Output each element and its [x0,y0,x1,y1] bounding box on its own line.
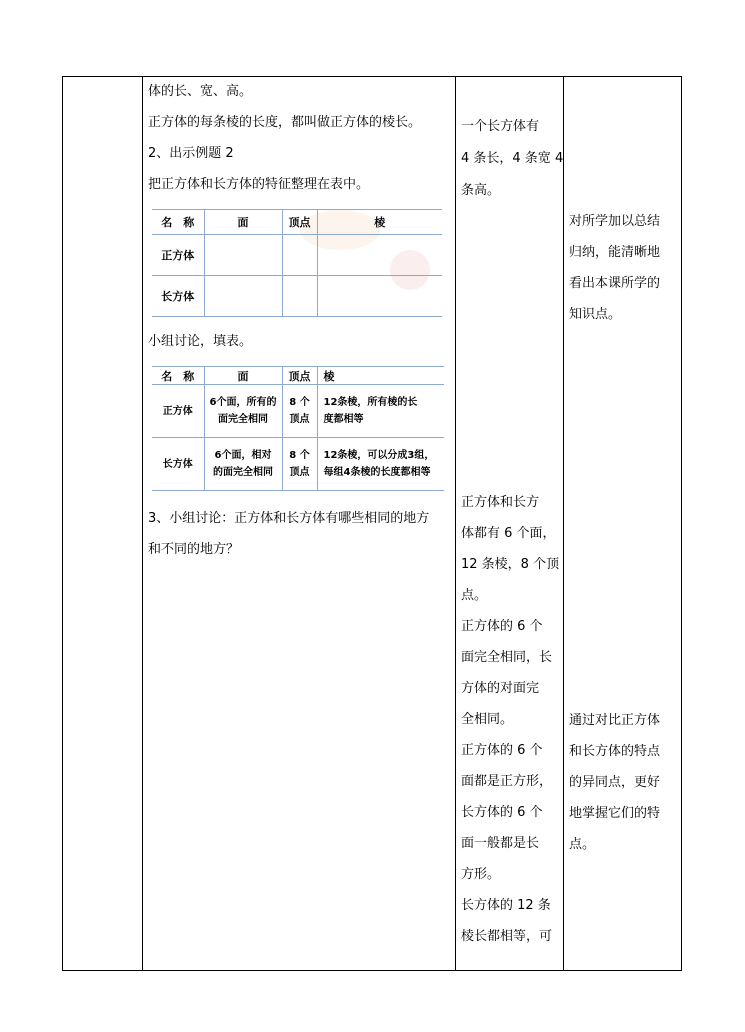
cell-line: 每组4条棱的长度都相等 [323,467,431,478]
student-answer-line: 点。 [461,588,488,603]
discussion-question: 3、小组讨论：正方体和长方体有哪些相同的地方 [148,511,430,526]
design-intent-line: 点。 [569,837,596,852]
text-line: 体的长、宽、高。 [148,84,253,99]
cell-line: 12条棱，所有棱的长 [323,397,418,408]
column-divider-3 [563,76,564,971]
cell-line: 顶点 [289,467,310,478]
blank-cell [317,276,442,317]
student-answer-line: 长方体的 6 个 [461,805,543,820]
student-answer-line: 体都有 6 个面， [461,526,556,541]
face-cell [204,385,282,438]
student-answer-line: 长方体的 12 条 [461,898,551,913]
column-divider-2 [455,76,456,971]
header-edge: 棱 [317,367,444,385]
row-label: 正方体 [152,385,204,438]
blank-cell [282,235,317,276]
header-name: 名 称 [152,367,204,385]
student-answer-line: 一个长方体有 [461,119,540,134]
cell-line: 面完全相同 [218,414,268,425]
blank-cell [282,276,317,317]
student-answer-line: 面一般都是长 [461,836,540,851]
table-row [152,385,444,438]
table-row [152,438,444,491]
column-divider-1 [142,76,143,971]
cell-line: 6个面，所有的 [209,397,277,408]
vertex-cell [282,438,317,491]
student-answer-line: 4 条长，4 条宽 4 [461,151,564,166]
design-intent-line: 和长方体的特点 [569,744,661,759]
student-answer-line: 条高。 [461,183,501,198]
feature-table-blank [152,209,442,317]
cell-line: 的面完全相同 [213,467,273,478]
cell-line: 8 个 [289,397,310,408]
table-header-row [152,367,444,385]
design-intent-line: 知识点。 [569,307,622,322]
edge-cell [317,438,444,491]
face-cell [204,438,282,491]
cell-line: 8 个 [289,450,310,461]
blank-cell [204,235,282,276]
header-name: 名 称 [152,210,204,235]
row-label: 长方体 [152,438,204,491]
cell-line: 6个面，相对 [214,450,272,461]
student-answer-line: 面完全相同，长 [461,650,553,665]
student-answer-line: 12 条棱，8 个顶 [461,557,560,572]
header-vertex: 顶点 [282,210,317,235]
feature-table-filled [152,366,444,491]
blank-cell [317,235,442,276]
cell-line: 顶点 [289,414,310,425]
student-answer-line: 面都是正方形， [461,774,553,789]
cell-line: 度都相等 [323,414,364,425]
student-answer-line: 方形。 [461,867,501,882]
student-answer-line: 方体的对面完 [461,681,540,696]
text-line: 正方体的每条棱的长度，都叫做正方体的棱长。 [148,115,422,130]
table-row [152,235,442,276]
student-answer-line: 正方体的 6 个 [461,743,543,758]
example-heading: 2、出示例题 2 [148,146,234,161]
design-intent-line: 的异同点，更好 [569,775,661,790]
header-face: 面 [204,367,282,385]
table-row [152,276,442,317]
student-answer-line: 正方体的 6 个 [461,619,543,634]
table-header-row [152,210,442,235]
row-label: 长方体 [152,276,204,317]
design-intent-line: 通过对比正方体 [569,713,661,728]
blank-cell [204,276,282,317]
header-edge: 棱 [317,210,442,235]
edge-cell [317,385,444,438]
text-line: 把正方体和长方体的特征整理在表中。 [148,177,370,192]
group-discussion-text: 小组讨论，填表。 [148,334,253,349]
header-vertex: 顶点 [282,367,317,385]
student-answer-line: 全相同。 [461,712,514,727]
design-intent-line: 对所学加以总结 [569,214,661,229]
design-intent-line: 地掌握它们的特 [569,806,661,821]
student-answer-line: 正方体和长方 [461,495,540,510]
discussion-question: 和不同的地方？ [148,542,240,557]
design-intent-line: 看出本课所学的 [569,276,661,291]
row-label: 正方体 [152,235,204,276]
cell-line: 12条棱，可以分成3组， [323,450,435,461]
student-answer-line: 棱长都相等，可 [461,929,553,944]
header-face: 面 [204,210,282,235]
design-intent-line: 归纳，能清晰地 [569,245,661,260]
vertex-cell [282,385,317,438]
